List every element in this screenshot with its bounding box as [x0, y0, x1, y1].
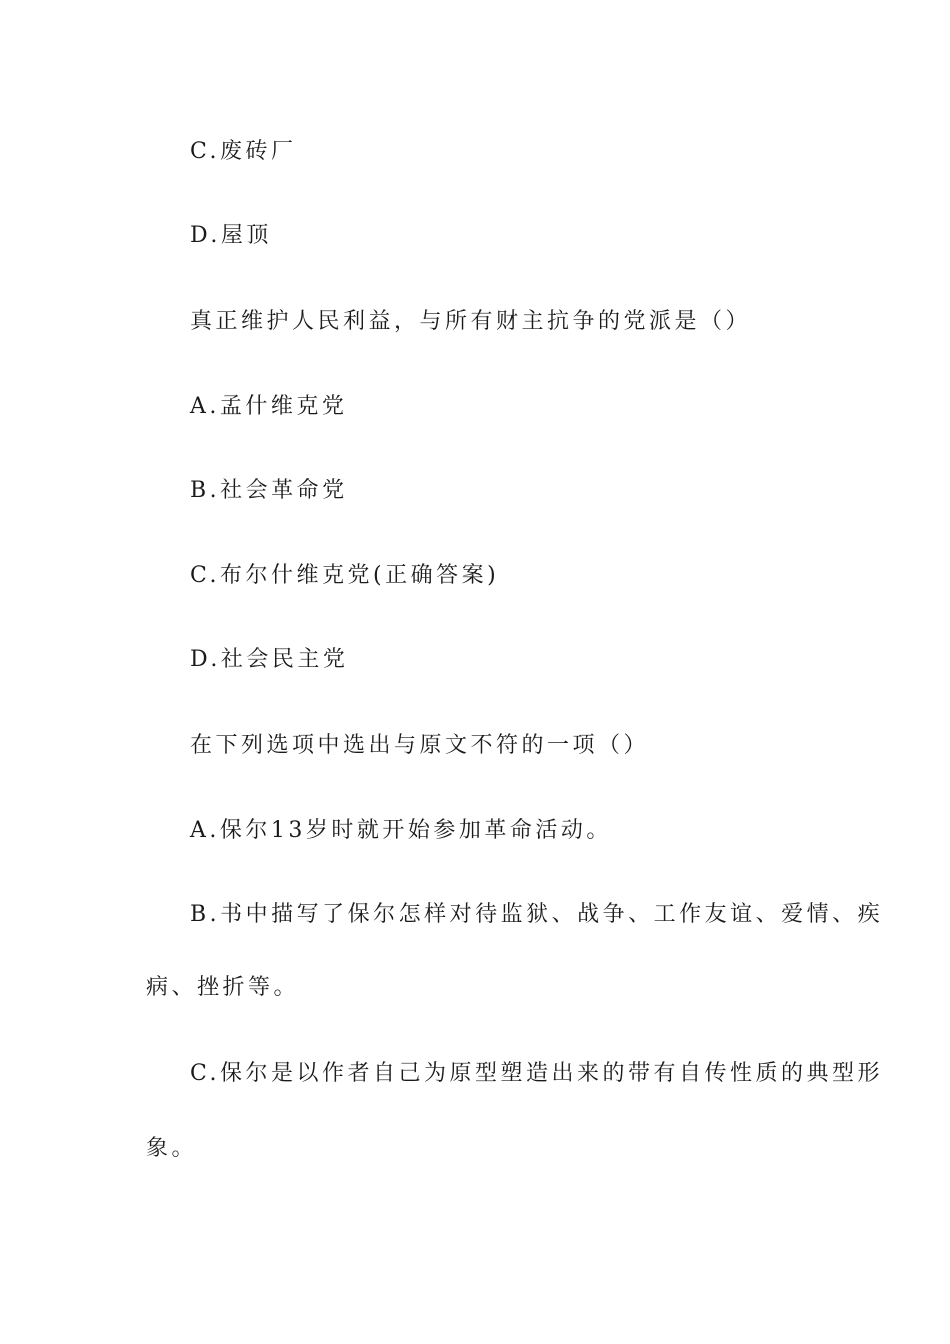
option-d-line: D.屋顶 — [190, 223, 272, 248]
option-b-line: B.社会革命党 — [190, 478, 348, 503]
option-c-line: C.布尔什维克党(正确答案) — [190, 563, 500, 588]
option-d-line: D.社会民主党 — [190, 647, 349, 672]
question-line: 在下列选项中选出与原文不符的一项（） — [190, 733, 650, 758]
option-c-line: C.废砖厂 — [190, 139, 297, 164]
option-c-continuation: 象。 — [146, 1136, 198, 1161]
option-a-line: A.保尔13岁时就开始参加革命活动。 — [190, 818, 612, 843]
option-c-line: C.保尔是以作者自己为原型塑造出来的带有自传性质的典型形 — [190, 1061, 884, 1086]
option-a-line: A.孟什维克党 — [190, 394, 348, 419]
option-b-line: B.书中描写了保尔怎样对待监狱、战争、工作友谊、爱情、疾 — [190, 902, 884, 927]
option-b-continuation: 病、挫折等。 — [146, 975, 300, 1000]
question-line: 真正维护人民利益，与所有财主抗争的党派是（） — [190, 309, 752, 334]
